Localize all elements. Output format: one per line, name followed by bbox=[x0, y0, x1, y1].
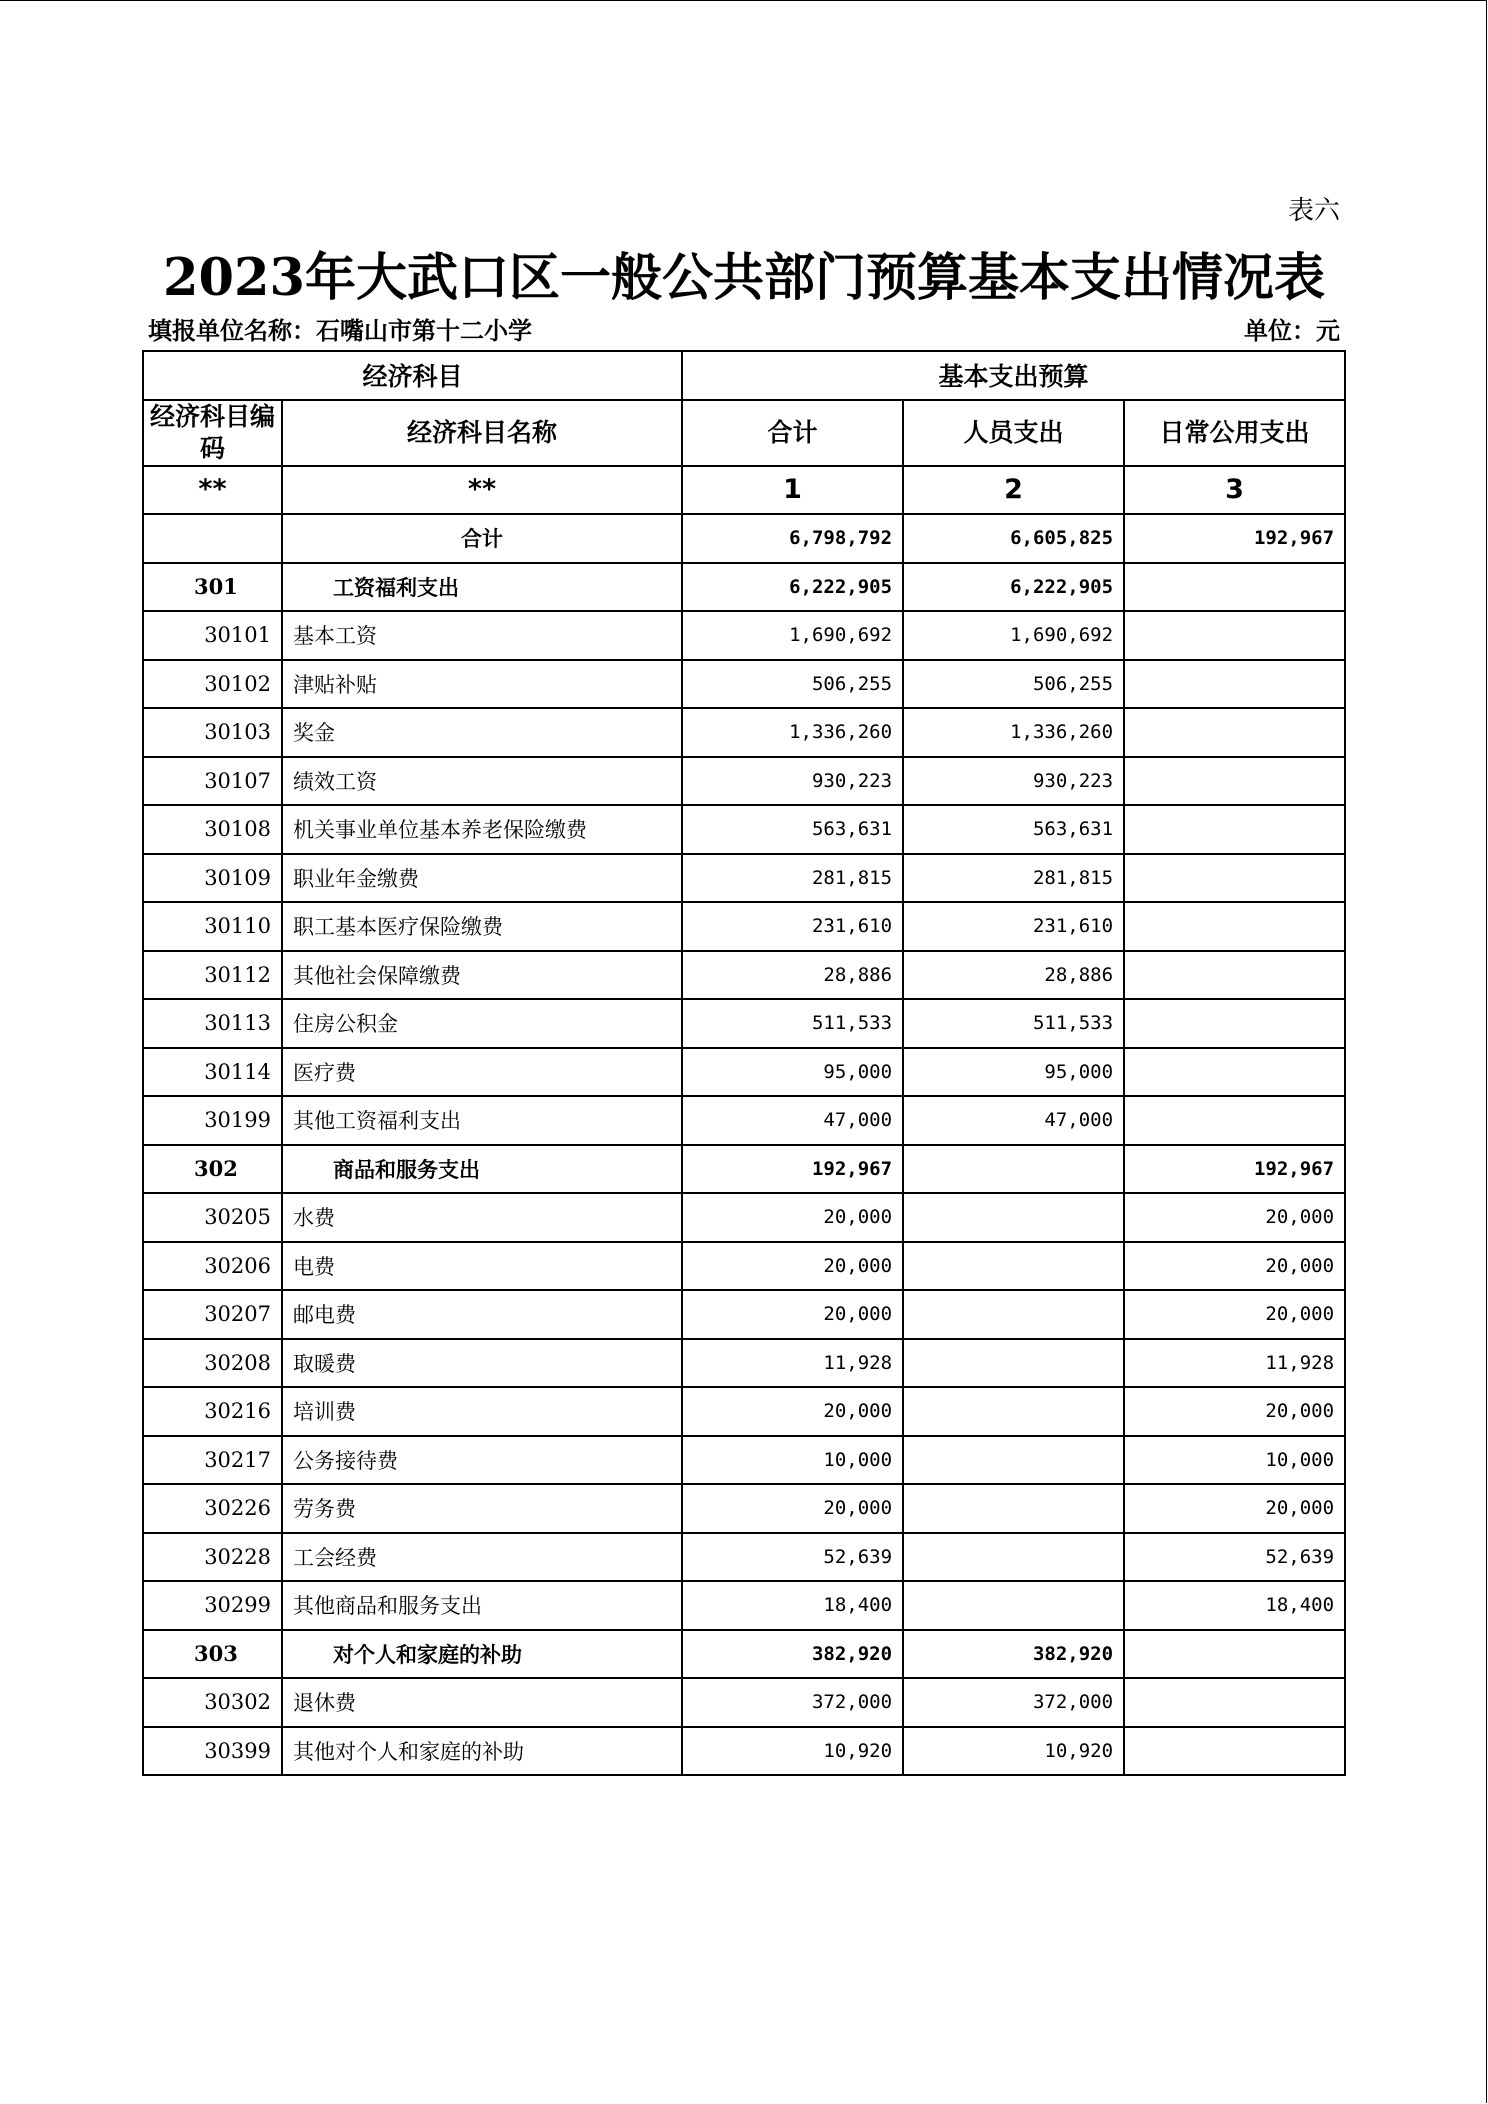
reporting-unit: 填报单位名称：石嘴山市第十二小学 bbox=[148, 316, 532, 345]
cell-total: 20,000 bbox=[682, 1290, 903, 1339]
cell-name: 其他对个人和家庭的补助 bbox=[282, 1727, 682, 1776]
cell-code: 30226 bbox=[143, 1484, 282, 1533]
table-row bbox=[143, 854, 1345, 903]
header-personnel: 人员支出 bbox=[903, 400, 1124, 466]
header-basic-budget: 基本支出预算 bbox=[682, 351, 1345, 400]
cell-total: 382,920 bbox=[682, 1630, 903, 1679]
cell-personnel bbox=[903, 1290, 1124, 1339]
table-row bbox=[143, 708, 1345, 757]
table-row bbox=[143, 1290, 1345, 1339]
cell-total: 20,000 bbox=[682, 1387, 903, 1436]
cell-public bbox=[1124, 563, 1345, 612]
cell-code bbox=[143, 514, 282, 563]
header-row-1 bbox=[143, 351, 1345, 400]
cell-code: 30299 bbox=[143, 1581, 282, 1630]
cell-public bbox=[1124, 902, 1345, 951]
table-number: 表六 bbox=[1287, 196, 1340, 226]
cell-name: 劳务费 bbox=[282, 1484, 682, 1533]
header-total: 合计 bbox=[682, 400, 903, 466]
cell-personnel: 231,610 bbox=[903, 902, 1124, 951]
cell-name: 医疗费 bbox=[282, 1048, 682, 1097]
table-row bbox=[143, 1387, 1345, 1436]
cell-code: 30113 bbox=[143, 999, 282, 1048]
cell-total: 52,639 bbox=[682, 1533, 903, 1582]
table-row bbox=[143, 611, 1345, 660]
currency-unit: 单位：元 bbox=[1244, 316, 1340, 345]
cell-code: 30102 bbox=[143, 660, 282, 709]
budget-table bbox=[142, 350, 1346, 1776]
cell-public: 192,967 bbox=[1124, 514, 1345, 563]
cell-personnel bbox=[903, 1339, 1124, 1388]
cell-code: 30228 bbox=[143, 1533, 282, 1582]
cell-code: 30107 bbox=[143, 757, 282, 806]
cell-name: 职业年金缴费 bbox=[282, 854, 682, 903]
cell-name: 合计 bbox=[282, 514, 682, 563]
cell-name: 绩效工资 bbox=[282, 757, 682, 806]
cell-name: 公务接待费 bbox=[282, 1436, 682, 1485]
cell-name: 水费 bbox=[282, 1193, 682, 1242]
cell-personnel bbox=[903, 1533, 1124, 1582]
cell-code: 30207 bbox=[143, 1290, 282, 1339]
table-row bbox=[143, 1242, 1345, 1291]
cell-name: 其他社会保障缴费 bbox=[282, 951, 682, 1000]
cell-total: 20,000 bbox=[682, 1193, 903, 1242]
cell-code: 301 bbox=[143, 563, 282, 612]
cell-name: 商品和服务支出 bbox=[282, 1145, 682, 1194]
index-3: 3 bbox=[1124, 466, 1345, 515]
table-row bbox=[143, 1484, 1345, 1533]
cell-personnel bbox=[903, 1145, 1124, 1194]
cell-code: 30112 bbox=[143, 951, 282, 1000]
header-code: 经济科目编码 bbox=[143, 400, 282, 466]
cell-name: 基本工资 bbox=[282, 611, 682, 660]
cell-name: 取暖费 bbox=[282, 1339, 682, 1388]
cell-personnel: 28,886 bbox=[903, 951, 1124, 1000]
table-row bbox=[143, 1339, 1345, 1388]
cell-personnel: 372,000 bbox=[903, 1678, 1124, 1727]
cell-personnel bbox=[903, 1484, 1124, 1533]
cell-total: 6,798,792 bbox=[682, 514, 903, 563]
cell-total: 47,000 bbox=[682, 1096, 903, 1145]
cell-total: 1,336,260 bbox=[682, 708, 903, 757]
header-public: 日常公用支出 bbox=[1124, 400, 1345, 466]
cell-personnel: 1,336,260 bbox=[903, 708, 1124, 757]
category-row bbox=[143, 563, 1345, 612]
table-row bbox=[143, 805, 1345, 854]
cell-total: 1,690,692 bbox=[682, 611, 903, 660]
table-row bbox=[143, 999, 1345, 1048]
cell-personnel: 506,255 bbox=[903, 660, 1124, 709]
cell-public: 192,967 bbox=[1124, 1145, 1345, 1194]
cell-code: 30217 bbox=[143, 1436, 282, 1485]
cell-name: 工会经费 bbox=[282, 1533, 682, 1582]
cell-public bbox=[1124, 1096, 1345, 1145]
cell-public bbox=[1124, 1678, 1345, 1727]
table-row bbox=[143, 1096, 1345, 1145]
table-row bbox=[143, 660, 1345, 709]
page-title: 2023年大武口区一般公共部门预算基本支出情况表 bbox=[163, 248, 1325, 308]
cell-public bbox=[1124, 805, 1345, 854]
cell-name: 津贴补贴 bbox=[282, 660, 682, 709]
cell-name: 对个人和家庭的补助 bbox=[282, 1630, 682, 1679]
table-row bbox=[143, 1048, 1345, 1097]
cell-name: 退休费 bbox=[282, 1678, 682, 1727]
table-row bbox=[143, 757, 1345, 806]
cell-public bbox=[1124, 611, 1345, 660]
cell-personnel: 1,690,692 bbox=[903, 611, 1124, 660]
cell-code: 30399 bbox=[143, 1727, 282, 1776]
cell-total: 192,967 bbox=[682, 1145, 903, 1194]
cell-public: 20,000 bbox=[1124, 1484, 1345, 1533]
table-row bbox=[143, 951, 1345, 1000]
cell-name: 机关事业单位基本养老保险缴费 bbox=[282, 805, 682, 854]
cell-personnel bbox=[903, 1387, 1124, 1436]
cell-code: 30101 bbox=[143, 611, 282, 660]
cell-total: 506,255 bbox=[682, 660, 903, 709]
cell-personnel bbox=[903, 1242, 1124, 1291]
cell-code: 30206 bbox=[143, 1242, 282, 1291]
cell-name: 邮电费 bbox=[282, 1290, 682, 1339]
cell-name: 其他工资福利支出 bbox=[282, 1096, 682, 1145]
cell-public: 20,000 bbox=[1124, 1290, 1345, 1339]
cell-personnel bbox=[903, 1581, 1124, 1630]
cell-personnel: 563,631 bbox=[903, 805, 1124, 854]
cell-code: 303 bbox=[143, 1630, 282, 1679]
cell-total: 11,928 bbox=[682, 1339, 903, 1388]
cell-total: 95,000 bbox=[682, 1048, 903, 1097]
index-name: ** bbox=[282, 466, 682, 515]
cell-public: 18,400 bbox=[1124, 1581, 1345, 1630]
cell-code: 30108 bbox=[143, 805, 282, 854]
cell-personnel: 10,920 bbox=[903, 1727, 1124, 1776]
cell-code: 30199 bbox=[143, 1096, 282, 1145]
cell-code: 30205 bbox=[143, 1193, 282, 1242]
cell-name: 电费 bbox=[282, 1242, 682, 1291]
category-row bbox=[143, 1630, 1345, 1679]
cell-total: 563,631 bbox=[682, 805, 903, 854]
cell-code: 30216 bbox=[143, 1387, 282, 1436]
cell-total: 372,000 bbox=[682, 1678, 903, 1727]
cell-public: 11,928 bbox=[1124, 1339, 1345, 1388]
cell-code: 30109 bbox=[143, 854, 282, 903]
cell-name: 工资福利支出 bbox=[282, 563, 682, 612]
cell-total: 20,000 bbox=[682, 1484, 903, 1533]
cell-public bbox=[1124, 1727, 1345, 1776]
cell-name: 住房公积金 bbox=[282, 999, 682, 1048]
cell-code: 30103 bbox=[143, 708, 282, 757]
cell-personnel bbox=[903, 1436, 1124, 1485]
cell-code: 30208 bbox=[143, 1339, 282, 1388]
cell-total: 10,920 bbox=[682, 1727, 903, 1776]
cell-public bbox=[1124, 757, 1345, 806]
cell-public bbox=[1124, 708, 1345, 757]
cell-total: 20,000 bbox=[682, 1242, 903, 1291]
cell-personnel: 47,000 bbox=[903, 1096, 1124, 1145]
cell-personnel: 6,605,825 bbox=[903, 514, 1124, 563]
cell-total: 930,223 bbox=[682, 757, 903, 806]
category-row bbox=[143, 1145, 1345, 1194]
cell-total: 10,000 bbox=[682, 1436, 903, 1485]
cell-personnel: 382,920 bbox=[903, 1630, 1124, 1679]
cell-total: 281,815 bbox=[682, 854, 903, 903]
cell-personnel: 6,222,905 bbox=[903, 563, 1124, 612]
cell-total: 28,886 bbox=[682, 951, 903, 1000]
cell-public bbox=[1124, 999, 1345, 1048]
cell-name: 奖金 bbox=[282, 708, 682, 757]
cell-public: 20,000 bbox=[1124, 1193, 1345, 1242]
cell-personnel bbox=[903, 1193, 1124, 1242]
cell-name: 培训费 bbox=[282, 1387, 682, 1436]
cell-name: 其他商品和服务支出 bbox=[282, 1581, 682, 1630]
total-row bbox=[143, 514, 1345, 563]
cell-public bbox=[1124, 951, 1345, 1000]
table-row bbox=[143, 1436, 1345, 1485]
table-row bbox=[143, 1193, 1345, 1242]
cell-public bbox=[1124, 1630, 1345, 1679]
table-row bbox=[143, 1581, 1345, 1630]
table-row bbox=[143, 1533, 1345, 1582]
header-name: 经济科目名称 bbox=[282, 400, 682, 466]
cell-public bbox=[1124, 660, 1345, 709]
cell-code: 30110 bbox=[143, 902, 282, 951]
header-row-index bbox=[143, 466, 1345, 515]
table-row bbox=[143, 902, 1345, 951]
cell-total: 231,610 bbox=[682, 902, 903, 951]
cell-public: 52,639 bbox=[1124, 1533, 1345, 1582]
cell-code: 30302 bbox=[143, 1678, 282, 1727]
index-2: 2 bbox=[903, 466, 1124, 515]
index-1: 1 bbox=[682, 466, 903, 515]
cell-personnel: 281,815 bbox=[903, 854, 1124, 903]
index-code: ** bbox=[143, 466, 282, 515]
header-row-2 bbox=[143, 400, 1345, 466]
cell-code: 302 bbox=[143, 1145, 282, 1194]
cell-public: 20,000 bbox=[1124, 1387, 1345, 1436]
cell-public: 10,000 bbox=[1124, 1436, 1345, 1485]
cell-total: 511,533 bbox=[682, 999, 903, 1048]
meta-line bbox=[148, 311, 1340, 346]
cell-name: 职工基本医疗保险缴费 bbox=[282, 902, 682, 951]
cell-personnel: 511,533 bbox=[903, 999, 1124, 1048]
cell-public: 20,000 bbox=[1124, 1242, 1345, 1291]
cell-personnel: 930,223 bbox=[903, 757, 1124, 806]
cell-public bbox=[1124, 854, 1345, 903]
header-economic: 经济科目 bbox=[143, 351, 682, 400]
cell-public bbox=[1124, 1048, 1345, 1097]
table-row bbox=[143, 1678, 1345, 1727]
cell-code: 30114 bbox=[143, 1048, 282, 1097]
table-row bbox=[143, 1727, 1345, 1776]
cell-total: 18,400 bbox=[682, 1581, 903, 1630]
cell-personnel: 95,000 bbox=[903, 1048, 1124, 1097]
cell-total: 6,222,905 bbox=[682, 563, 903, 612]
